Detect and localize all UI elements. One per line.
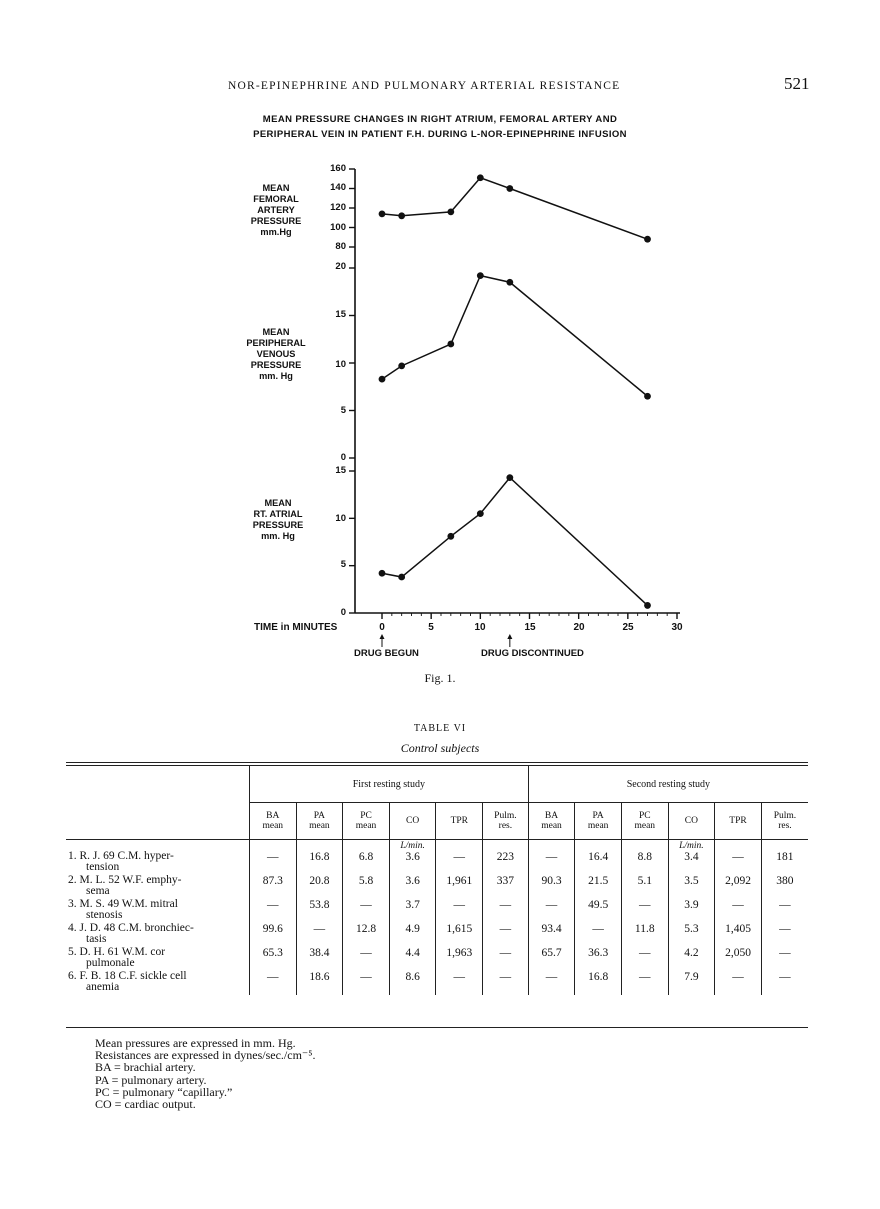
- value-cell: —: [436, 851, 483, 875]
- xtick-30: 30: [671, 622, 683, 633]
- value-cell: 49.5: [575, 899, 622, 923]
- footnote-2: Resistances are expressed in dynes/sec./cm⁻⁵.: [95, 1048, 316, 1063]
- col-tpr-1: TPR: [436, 803, 483, 840]
- value-cell: 5.3: [668, 923, 715, 947]
- data-point: [477, 174, 484, 181]
- value-cell: —: [575, 923, 622, 947]
- table-row: [66, 947, 808, 971]
- value-cell: —: [715, 899, 762, 923]
- value-cell: —: [436, 899, 483, 923]
- footnote-1: Mean pressures are expressed in mm. Hg.: [95, 1036, 296, 1050]
- xtick-25: 25: [622, 622, 634, 633]
- ytick-venous-20: 20: [335, 261, 346, 272]
- value-cell: 4.2: [668, 947, 715, 971]
- data-point: [477, 510, 484, 517]
- ytick-venous-15: 15: [335, 309, 346, 320]
- value-cell: —: [621, 971, 668, 995]
- value-cell: 1,963: [436, 947, 483, 971]
- col-ba-2: BA mean: [528, 803, 575, 840]
- value-cell: —: [483, 947, 529, 971]
- annotation-drug-discontinued: DRUG DISCONTINUED: [481, 648, 584, 659]
- footnote-5: PC = pulmonary “capillary.”: [95, 1084, 233, 1099]
- table-row: [66, 875, 808, 899]
- data-point: [447, 341, 454, 348]
- value-cell: —: [761, 971, 808, 995]
- table-row: [66, 923, 808, 947]
- ytick-atrial-5: 5: [340, 559, 346, 570]
- panel-label-femoral: MEAN FEMORAL ARTERY PRESSURE mm.Hg: [250, 183, 302, 237]
- value-cell: 16.8: [296, 851, 343, 875]
- value-cell: —: [249, 971, 296, 995]
- xtick-20: 20: [573, 622, 585, 633]
- value-cell: —: [621, 899, 668, 923]
- col-co-2: CO: [668, 803, 715, 840]
- value-cell: 2,092: [715, 875, 762, 899]
- col-pa-1: PA mean: [296, 803, 343, 840]
- figure-caption: Fig. 1.: [424, 671, 456, 685]
- subject-cell: 6. F. B. 18 C.F. sickle cell anemia: [68, 970, 187, 993]
- value-cell: 11.8: [621, 923, 668, 947]
- value-cell: —: [528, 971, 575, 995]
- value-cell: 380: [761, 875, 808, 899]
- data-point: [398, 212, 405, 219]
- value-cell: —: [483, 971, 529, 995]
- col-tpr-2: TPR: [715, 803, 762, 840]
- data-point: [644, 393, 651, 400]
- annotation-drug-begun: DRUG BEGUN: [354, 648, 419, 659]
- value-cell: —: [715, 851, 762, 875]
- ytick-femoral-120: 120: [330, 202, 346, 213]
- value-cell: 6.8: [343, 851, 390, 875]
- table-row: [66, 899, 808, 923]
- value-cell: 1,615: [436, 923, 483, 947]
- value-cell: 93.4: [528, 923, 575, 947]
- value-cell: —: [436, 971, 483, 995]
- running-header: NOR-EPINEPHRINE AND PULMONARY ARTERIAL RESISTANCE: [228, 80, 621, 92]
- series-line-panel-1: [382, 178, 648, 239]
- control-subjects-table: [66, 766, 808, 995]
- value-cell: 4.9: [389, 923, 436, 947]
- col-pc-1: PC mean: [343, 803, 390, 840]
- xtick-0: 0: [379, 622, 385, 633]
- value-cell: —: [343, 899, 390, 923]
- value-cell: 1,405: [715, 923, 762, 947]
- footnote-4: PA = pulmonary artery.: [95, 1072, 207, 1087]
- group-header-first: First resting study: [249, 766, 528, 803]
- col-pulm-1: Pulm. res.: [483, 803, 529, 840]
- value-cell: —: [761, 947, 808, 971]
- value-cell: 7.9: [668, 971, 715, 995]
- value-cell: 3.6: [389, 851, 436, 875]
- value-cell: 3.4: [668, 851, 715, 875]
- ytick-femoral-140: 140: [330, 182, 346, 193]
- table-footnotes: [95, 1037, 315, 1110]
- col-pa-2: PA mean: [575, 803, 622, 840]
- panel-label-venous: MEAN PERIPHERAL VENOUS PRESSURE mm. Hg: [246, 327, 306, 381]
- value-cell: 12.8: [343, 923, 390, 947]
- figure-title-line1: MEAN PRESSURE CHANGES IN RIGHT ATRIUM, FEMORAL ARTERY AND: [262, 114, 618, 125]
- data-point: [506, 185, 513, 192]
- ytick-venous-10: 10: [335, 359, 346, 370]
- value-cell: 337: [483, 875, 529, 899]
- value-cell: —: [483, 923, 529, 947]
- series-line-panel-2: [382, 276, 648, 397]
- value-cell: —: [343, 971, 390, 995]
- value-cell: —: [528, 851, 575, 875]
- data-point: [398, 574, 405, 581]
- value-cell: 87.3: [249, 875, 296, 899]
- data-point: [506, 474, 513, 481]
- value-cell: 16.8: [575, 971, 622, 995]
- data-point: [447, 209, 454, 216]
- value-cell: 8.8: [621, 851, 668, 875]
- value-cell: 99.6: [249, 923, 296, 947]
- value-cell: 5.8: [343, 875, 390, 899]
- co-unit-2: L/min.: [668, 840, 715, 852]
- series-line-panel-3: [382, 478, 648, 606]
- data-point: [506, 279, 513, 286]
- value-cell: —: [249, 899, 296, 923]
- ytick-atrial-15: 15: [335, 465, 346, 476]
- col-ba-1: BA mean: [249, 803, 296, 840]
- value-cell: 8.6: [389, 971, 436, 995]
- annotation-arrow-head-1: [380, 634, 385, 639]
- value-cell: 4.4: [389, 947, 436, 971]
- value-cell: 65.7: [528, 947, 575, 971]
- table-row: [66, 971, 808, 995]
- ytick-femoral-100: 100: [330, 222, 346, 233]
- ytick-venous-0: 0: [340, 452, 346, 463]
- table-row: [66, 851, 808, 875]
- ytick-femoral-80: 80: [335, 241, 346, 252]
- data-point: [379, 570, 386, 577]
- subject-cell: 4. J. D. 48 C.M. bronchiec- tasis: [68, 922, 194, 945]
- value-cell: 53.8: [296, 899, 343, 923]
- value-cell: —: [343, 947, 390, 971]
- value-cell: 5.1: [621, 875, 668, 899]
- value-cell: 20.8: [296, 875, 343, 899]
- xtick-10: 10: [474, 622, 486, 633]
- data-point: [644, 602, 651, 609]
- value-cell: —: [715, 971, 762, 995]
- data-point: [477, 272, 484, 279]
- col-pc-2: PC mean: [621, 803, 668, 840]
- value-cell: —: [296, 923, 343, 947]
- data-point: [447, 533, 454, 540]
- value-cell: 36.3: [575, 947, 622, 971]
- figure-title-line2: PERIPHERAL VEIN IN PATIENT F.H. DURING L-NOR-EPINEPHRINE INFUSION: [253, 129, 627, 140]
- col-pulm-2: Pulm. res.: [761, 803, 808, 840]
- value-cell: —: [249, 851, 296, 875]
- value-cell: 18.6: [296, 971, 343, 995]
- value-cell: 3.9: [668, 899, 715, 923]
- value-cell: 2,050: [715, 947, 762, 971]
- table-bottom-rule: [66, 1027, 808, 1028]
- value-cell: 181: [761, 851, 808, 875]
- xtick-15: 15: [524, 622, 536, 633]
- panel-label-atrial: MEAN RT. ATRIAL PRESSURE mm. Hg: [252, 498, 304, 541]
- subject-cell: 3. M. S. 49 W.M. mitral stenosis: [68, 898, 178, 921]
- footnote-3: BA = brachial artery.: [95, 1060, 196, 1075]
- subject-cell: 1. R. J. 69 C.M. hyper- tension: [68, 850, 174, 873]
- ytick-venous-5: 5: [340, 405, 346, 416]
- value-cell: 21.5: [575, 875, 622, 899]
- data-point: [379, 210, 386, 217]
- footnote-6: CO = cardiac output.: [95, 1097, 196, 1112]
- value-cell: —: [761, 899, 808, 923]
- value-cell: 223: [483, 851, 529, 875]
- value-cell: 1,961: [436, 875, 483, 899]
- ytick-atrial-0: 0: [340, 607, 346, 618]
- value-cell: —: [621, 947, 668, 971]
- data-point: [644, 236, 651, 243]
- value-cell: 65.3: [249, 947, 296, 971]
- value-cell: —: [528, 899, 575, 923]
- value-cell: 16.4: [575, 851, 622, 875]
- value-cell: 3.6: [389, 875, 436, 899]
- value-cell: 3.5: [668, 875, 715, 899]
- annotation-arrow-head-2: [507, 634, 512, 639]
- table-top-rule-1: [66, 762, 808, 763]
- x-axis-label: TIME in MINUTES: [254, 622, 338, 633]
- page-number: 521: [784, 74, 810, 93]
- value-cell: 90.3: [528, 875, 575, 899]
- col-co-1: CO: [389, 803, 436, 840]
- data-point: [379, 376, 386, 383]
- table-title: TABLE VI: [413, 723, 467, 734]
- value-cell: 3.7: [389, 899, 436, 923]
- value-cell: 38.4: [296, 947, 343, 971]
- ytick-atrial-10: 10: [335, 513, 346, 524]
- value-cell: —: [483, 899, 529, 923]
- value-cell: —: [761, 923, 808, 947]
- xtick-5: 5: [428, 622, 434, 633]
- group-header-second: Second resting study: [528, 766, 808, 803]
- co-unit-1: L/min.: [389, 840, 436, 852]
- table-subtitle: Control subjects: [400, 741, 480, 755]
- data-point: [398, 362, 405, 369]
- subject-cell: 2. M. L. 52 W.F. emphy- sema: [68, 874, 182, 897]
- ytick-femoral-160: 160: [330, 163, 346, 174]
- subject-cell: 5. D. H. 61 W.M. cor pulmonale: [68, 946, 166, 969]
